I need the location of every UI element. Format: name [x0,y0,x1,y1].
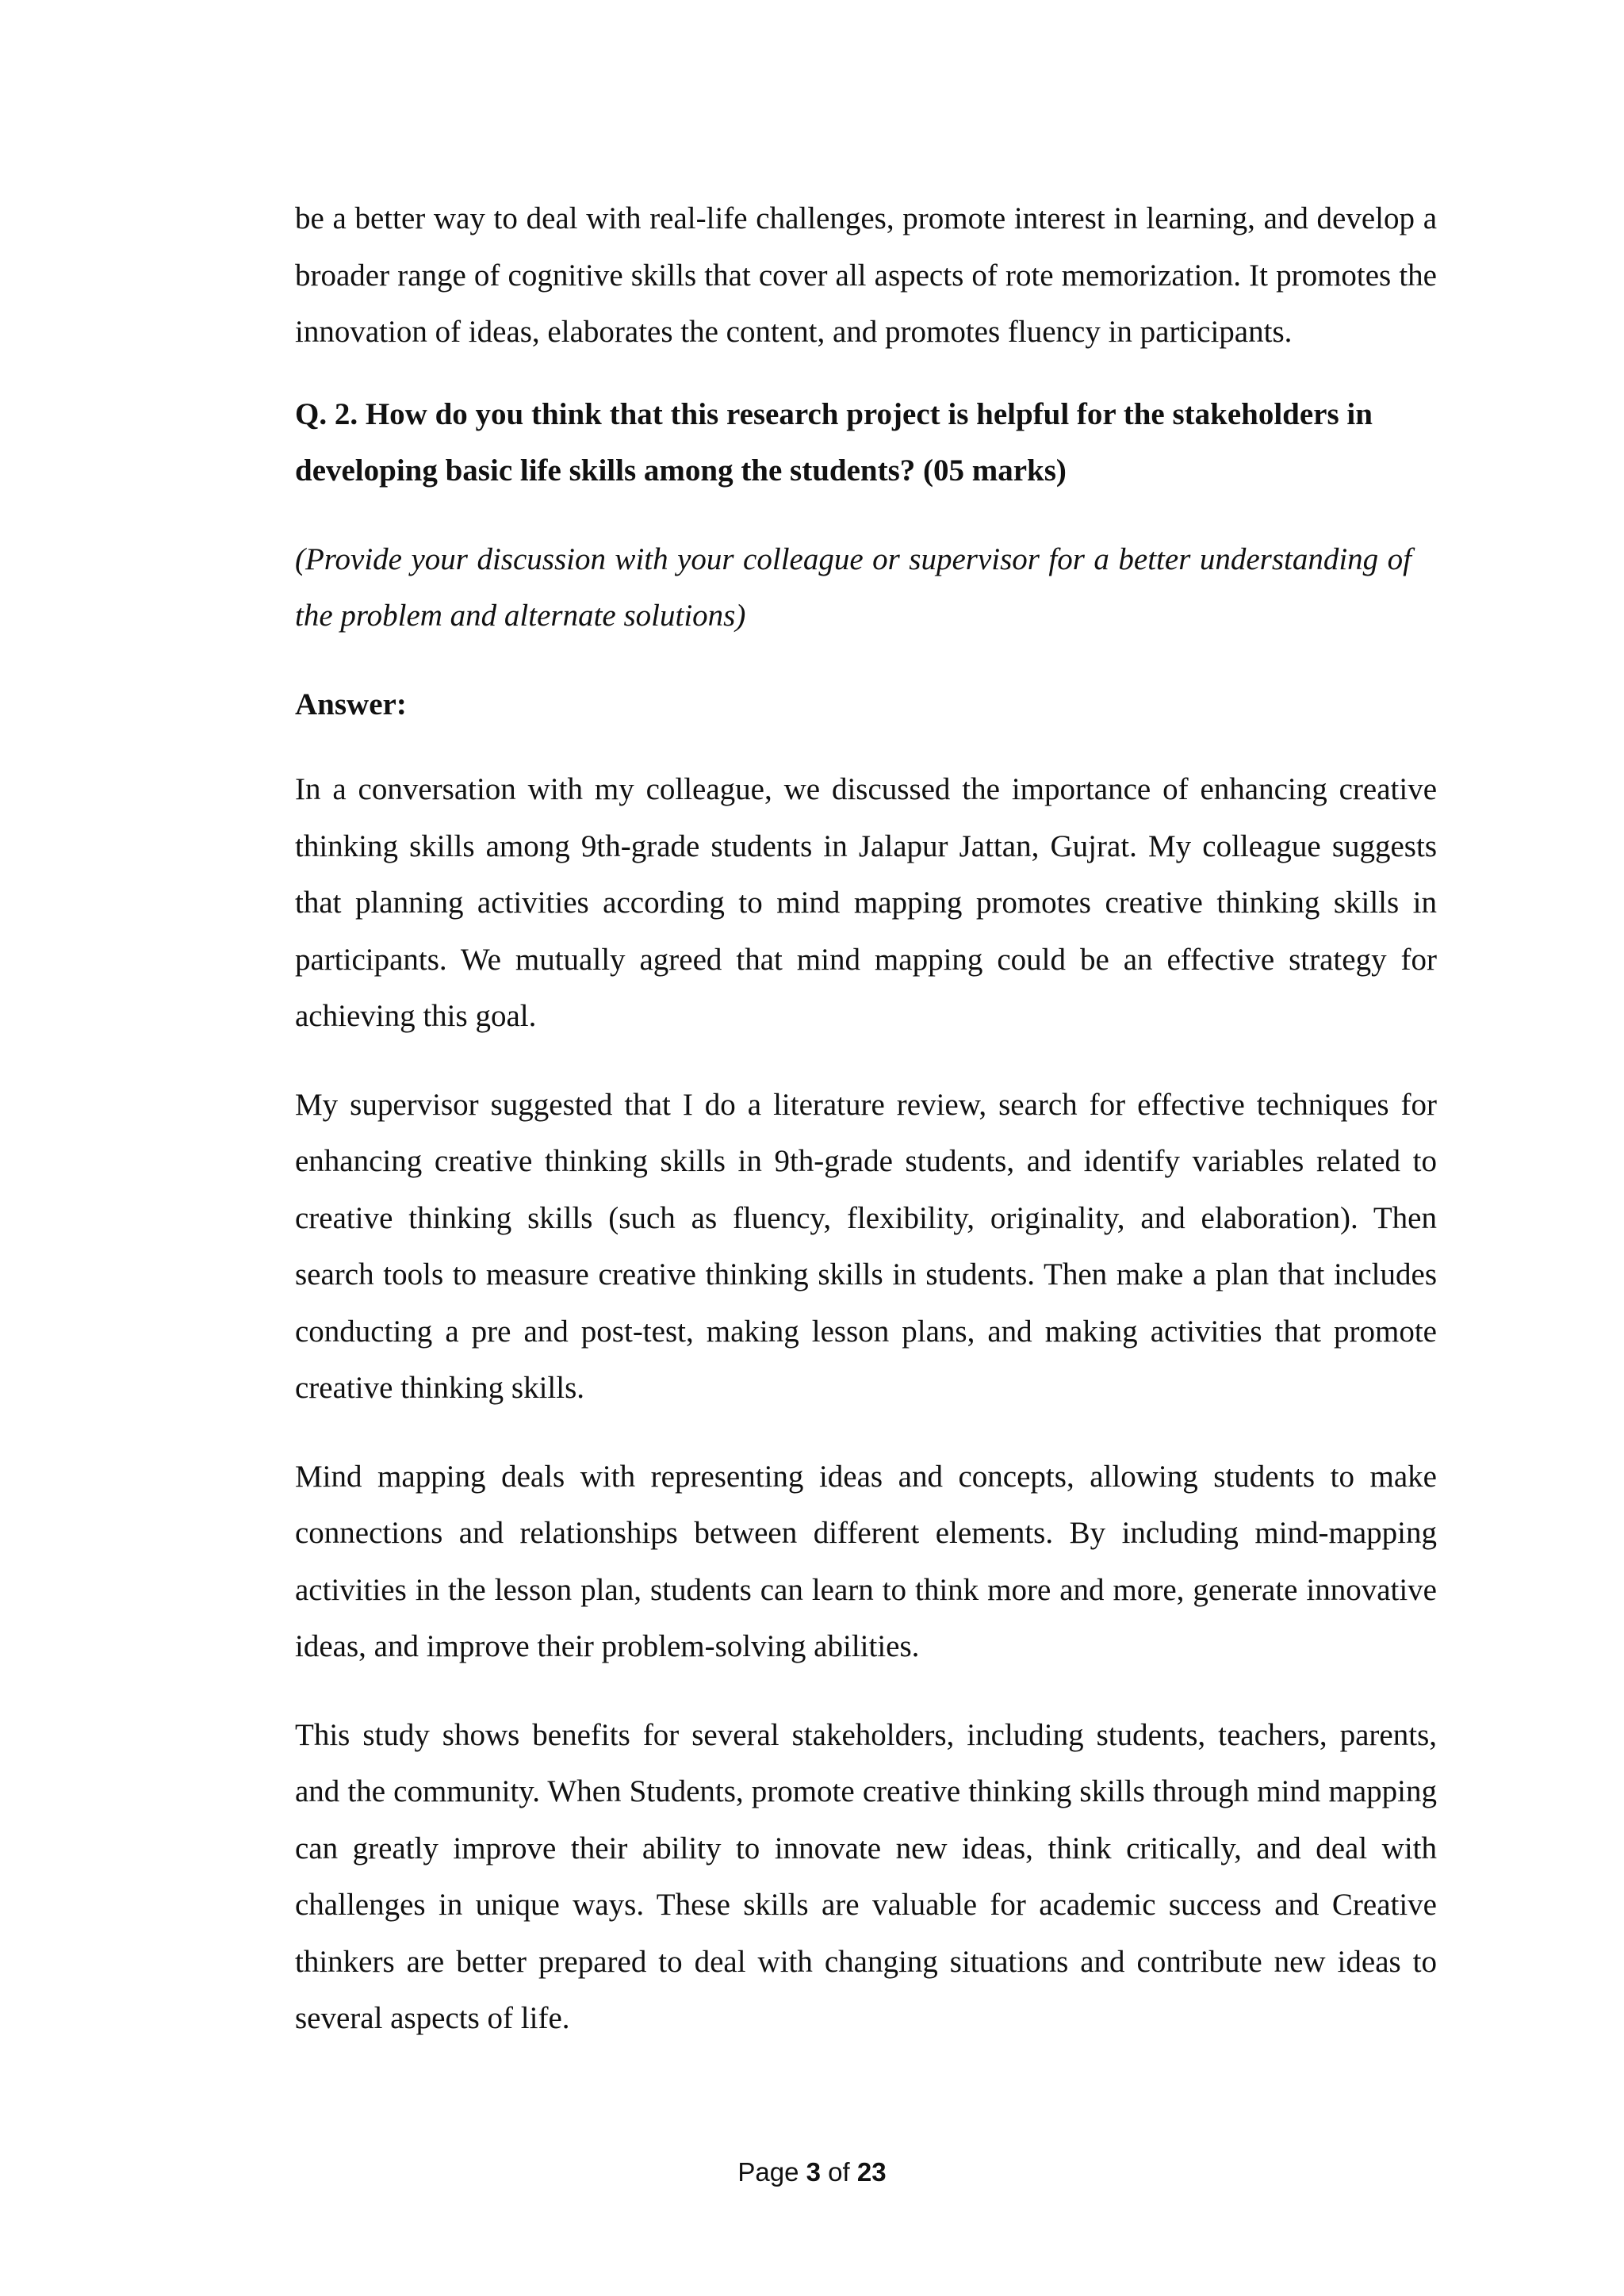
current-page-number: 3 [806,2157,821,2187]
answer-paragraph-colleague: In a conversation with my colleague, we discussed the importance of enhancing creative thinking skills among 9th-grade students in Jalapur Jattan, Gujrat. My colleague suggests that planning activities according to mind mapping promotes creative thinking skills in participants. We mutually agreed that mind mapping could be an effective strategy for achieving this goal. [295,772,1437,1033]
page-separator: of [828,2157,850,2187]
intro-paragraph: be a better way to deal with real-life challenges, promote interest in learning, and develop a broader range of cognitive skills that cover all aspects of rote memorization. It promotes the innovation of ideas, elaborates the content, and promotes fluency in participants. [295,201,1437,349]
answer-paragraph-stakeholders: This study shows benefits for several stakeholders, including students, teachers, parents, and the community. When Students, promote creative thinking skills through mind mapping can greatly improve their ability to innovate new ideas, think critically, and deal with challenges in unique ways. These skills are valuable for academic success and Creative thinkers are better prepared to deal with changing situations and contribute new ideas to several aspects of life. [295,1717,1437,2035]
question-instruction: (Provide your discussion with your colleague or supervisor for a better understanding of the problem and alternate solutions) [295,541,1411,633]
question-heading: Q. 2. How do you think that this research project is helpful for the stakeholders in developing basic life skills among the students? (05 marks) [295,396,1373,488]
total-pages-number: 23 [856,2157,887,2187]
page-prefix: Page [737,2157,799,2187]
answer-label: Answer: [295,687,407,721]
answer-paragraph-supervisor: My supervisor suggested that I do a literature review, search for effective techniques for enhancing creative thinking skills in 9th-grade students, and identify variables related to creative thinking skills (such as fluency, flexibility, originality, and elaboration). Then search tools to measure creative thinking skills in students. Then make a plan that includes conducting a pre and post-test, making lesson plans, and making activities that promote creative thinking skills. [295,1087,1437,1405]
page-content [295,190,1437,2079]
answer-paragraph-mind-mapping: Mind mapping deals with representing ideas and concepts, allowing students to make connections and relationships between different elements. By including mind-mapping activities in the lesson plan, students can learn to think more and more, generate innovative ideas, and improve their problem-solving abilities. [295,1459,1437,1663]
page-footer [0,2155,1624,2190]
